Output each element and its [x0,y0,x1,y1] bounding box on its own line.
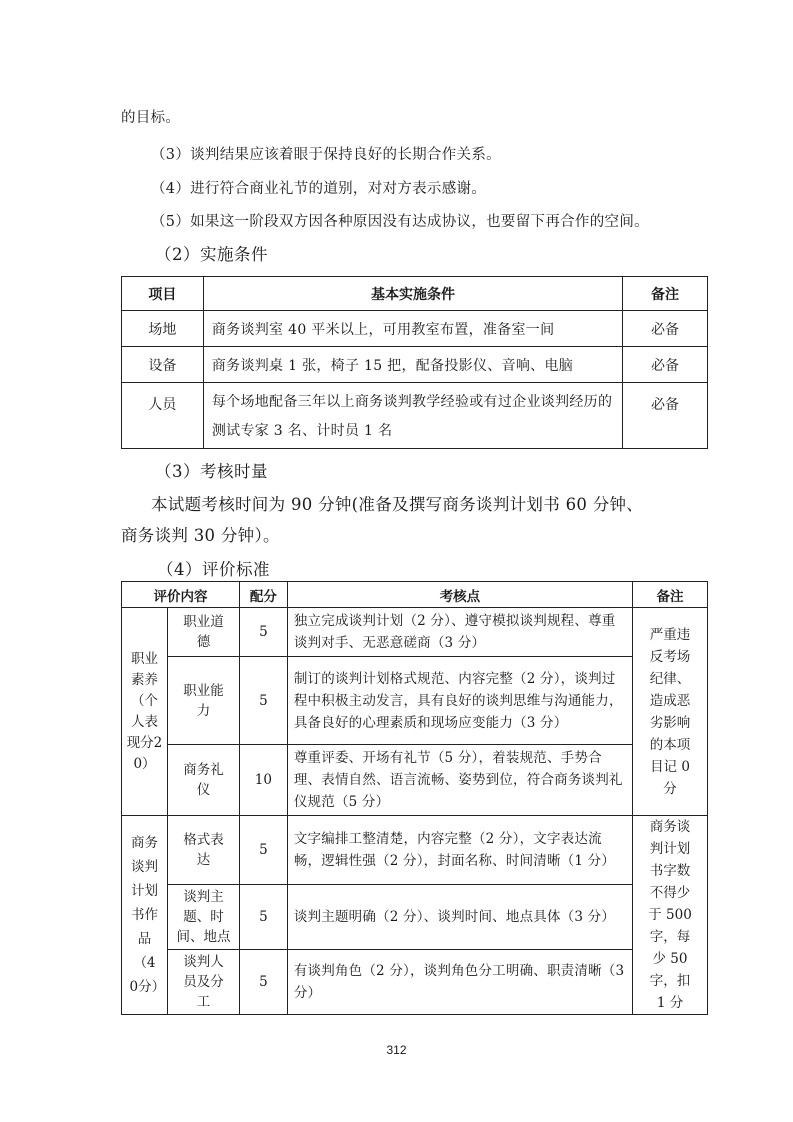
cell-score: 10 [239,745,287,816]
table-header-row [122,277,708,311]
cell-condition: 商务谈判室 40 平米以上，可用教室布置，准备室一间 [203,311,622,347]
group-note-professional: 严重违反考场纪律、造成恶劣影响的本项目记 0 分 [633,608,708,816]
table-header-row [122,582,708,608]
section-heading-conditions: （2）实施条件 [155,245,268,264]
group-label-plan: 商务谈判计划书作品（40分） [122,816,168,1015]
paragraph-item-5: （5）如果这一阶段双方因各种原因没有达成协议，也要留下再合作的空间。 [151,214,649,230]
cell-point: 谈判主题明确（2 分）、谈判时间、地点具体（3 分） [287,885,632,949]
cell-point: 文字编排工整清楚，内容完整（2 分），文字表达流畅，逻辑性强（2 分），封面名称、时间清晰（1 分） [287,816,632,885]
cell-point: 尊重评委、开场有礼节（5 分），着装规范、手势合理、表情自然、语言流畅、姿势到位，符合商务谈判礼仪规范（5 分） [287,745,632,816]
duration-line-1: 本试题考核时间为 90 分钟(准备及撰写商务谈判计划书 60 分钟、 [151,495,644,514]
cell-score: 5 [239,885,287,949]
cell-condition: 商务谈判桌 1 张，椅子 15 把，配备投影仪、音响、电脑 [203,347,622,383]
header-item: 项目 [122,277,204,311]
table-row [122,383,708,449]
cell-item: 人员 [122,383,204,449]
cell-score: 5 [239,657,287,745]
cell-point: 制订的谈判计划格式规范、内容完整（2 分），谈判过程中积极主动发言，具有良好的谈判思维与沟通能力，具备良好的心理素质和现场应变能力（3 分） [287,657,632,745]
cell-note: 必备 [623,311,708,347]
cell-note: 必备 [623,347,708,383]
cell-score: 5 [239,949,287,1014]
table-row [122,816,708,885]
conditions-table [121,276,708,449]
header-score: 配分 [239,582,287,608]
group-label-professional: 职业素养（个人表现分20） [122,608,168,816]
cell-subitem: 职业道德 [167,608,239,657]
section-heading-criteria: （4）评价标准 [157,560,270,579]
table-row [122,311,708,347]
table-row [122,745,708,816]
table-row [122,885,708,949]
cell-item: 场地 [122,311,204,347]
criteria-table [121,581,708,1015]
page-number: 312 [386,1043,407,1057]
section-heading-duration: （3）考核时量 [155,462,268,481]
table-row [122,347,708,383]
duration-line-2: 商务谈判 30 分钟）。 [121,526,280,545]
paragraph-item-3: （3）谈判结果应该着眼于保持良好的长期合作关系。 [151,147,501,163]
cell-point: 独立完成谈判计划（2 分）、遵守模拟谈判规程、尊重谈判对手、无恶意磋商（3 分） [287,608,632,657]
table-row [122,657,708,745]
table-row [122,949,708,1014]
header-point: 考核点 [287,582,632,608]
cell-condition: 每个场地配备三年以上商务谈判教学经验或有过企业谈判经历的测试专家 3 名、计时员 1 名 [203,383,622,449]
group-note-plan: 商务谈判计划书字数不得少于 500 字，每少 50 字，扣 1 分 [633,816,708,1015]
cell-score: 5 [239,816,287,885]
cell-score: 5 [239,608,287,657]
header-condition: 基本实施条件 [203,277,622,311]
cell-note: 必备 [623,383,708,449]
cell-subitem: 格式表达 [167,816,239,885]
cell-point: 有谈判角色（2 分），谈判角色分工明确、职责清晰（3 分） [287,949,632,1014]
cell-subitem: 职业能力 [167,657,239,745]
header-note: 备注 [623,277,708,311]
table-row [122,608,708,657]
paragraph-continuation: 的目标。 [121,110,181,126]
cell-subitem: 谈判主题、时间、地点 [167,885,239,949]
header-note: 备注 [633,582,708,608]
header-content: 评价内容 [122,582,240,608]
cell-item: 设备 [122,347,204,383]
paragraph-item-4: （4）进行符合商业礼节的道别，对对方表示感谢。 [151,181,487,197]
cell-subitem: 谈判人员及分工 [167,949,239,1014]
cell-subitem: 商务礼仪 [167,745,239,816]
